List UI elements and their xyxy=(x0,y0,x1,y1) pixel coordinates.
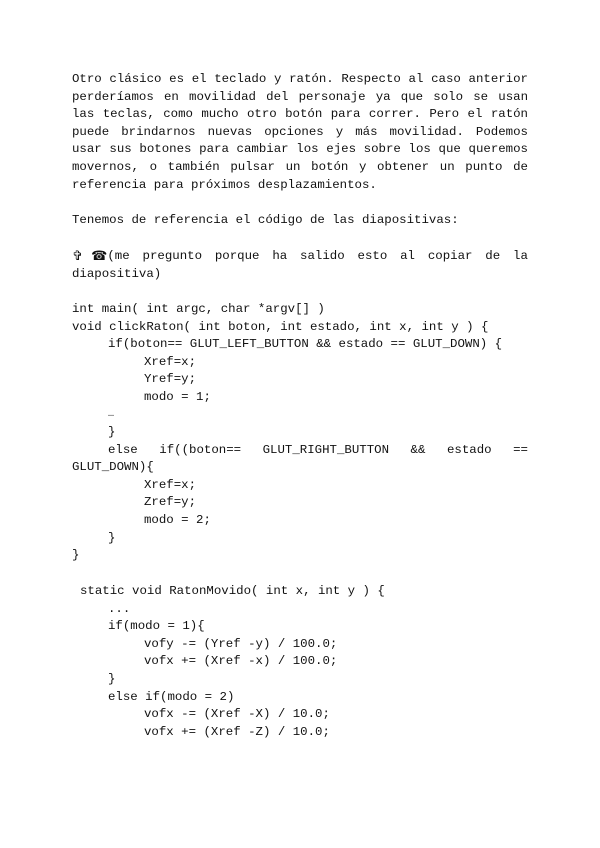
code-close-brace: } xyxy=(72,548,80,562)
code-line: Yref=y; xyxy=(144,372,197,386)
code-raton-signature: static void RatonMovido( int x, int y ) { xyxy=(80,584,385,598)
code-close-brace: } xyxy=(108,672,116,686)
code-else-line xyxy=(108,442,528,460)
code-main-signature: int main( int argc, char *argv[] ) xyxy=(72,302,325,316)
note-word: pregunto xyxy=(142,249,203,263)
intro-paragraph: Otro clásico es el teclado y ratón. Respecto al caso anterior perderíamos en movilidad del personaje ya que solo se usan las teclas, como mucho otro botón para correr. Pero el ratón puede brindarnos nuevas opciones y más movilidad. Podemos usar sus botones para cambiar los ejes sobre los que queremos movernos, o también pulsar un botón y obtener un punto de referencia para próximos desplazamientos. xyxy=(72,72,528,192)
note-line xyxy=(72,248,528,266)
code-elseif-modo2: else if(modo = 2) xyxy=(108,690,235,704)
code-glut-down: GLUT_DOWN){ xyxy=(72,460,154,474)
paste-artifact-glyphs: ✞ ☎ xyxy=(72,249,108,264)
code-close-brace: } xyxy=(108,531,116,545)
code-click-signature: void clickRaton( int boton, int estado, int x, int y ) { xyxy=(72,320,489,334)
note-word: esto xyxy=(357,249,388,263)
code-ellipsis: … xyxy=(108,409,115,420)
code-line: modo = 1; xyxy=(144,390,211,404)
code-token: GLUT_RIGHT_BUTTON xyxy=(262,443,390,457)
code-token: == xyxy=(513,443,528,457)
code-line: vofx += (Xref -x) / 100.0; xyxy=(144,654,338,668)
code-close-brace: } xyxy=(108,425,116,439)
note-word: ha xyxy=(272,249,288,263)
code-line: vofy -= (Yref -y) / 100.0; xyxy=(144,637,338,651)
note-word: de xyxy=(485,249,501,263)
code-line: Xref=x; xyxy=(144,355,197,369)
note-word: copiar xyxy=(427,249,473,263)
code-token: estado xyxy=(446,443,492,457)
code-if-modo1: if(modo = 1){ xyxy=(108,619,205,633)
code-line: Zref=y; xyxy=(144,495,197,509)
code-dots: ... xyxy=(108,602,131,616)
note-word: porque xyxy=(214,249,260,263)
code-token: && xyxy=(410,443,426,457)
note-end: diapositiva) xyxy=(72,267,162,281)
code-token: if((boton== xyxy=(159,443,242,457)
code-if-left: if(boton== GLUT_LEFT_BUTTON && estado == GLUT_DOWN) { xyxy=(108,337,503,351)
code-line: vofx -= (Xref -X) / 10.0; xyxy=(144,707,330,721)
note-word: (me xyxy=(107,249,130,263)
code-line: Xref=x; xyxy=(144,478,197,492)
code-token: else xyxy=(108,443,138,457)
reference-sentence: Tenemos de referencia el código de las diapositivas: xyxy=(72,213,459,227)
note-word: la xyxy=(513,249,528,263)
note-lead xyxy=(72,248,130,266)
code-line: modo = 2; xyxy=(144,513,211,527)
note-word: salido xyxy=(300,249,345,263)
note-word: al xyxy=(400,249,415,263)
code-line: vofx += (Xref -Z) / 10.0; xyxy=(144,725,330,739)
